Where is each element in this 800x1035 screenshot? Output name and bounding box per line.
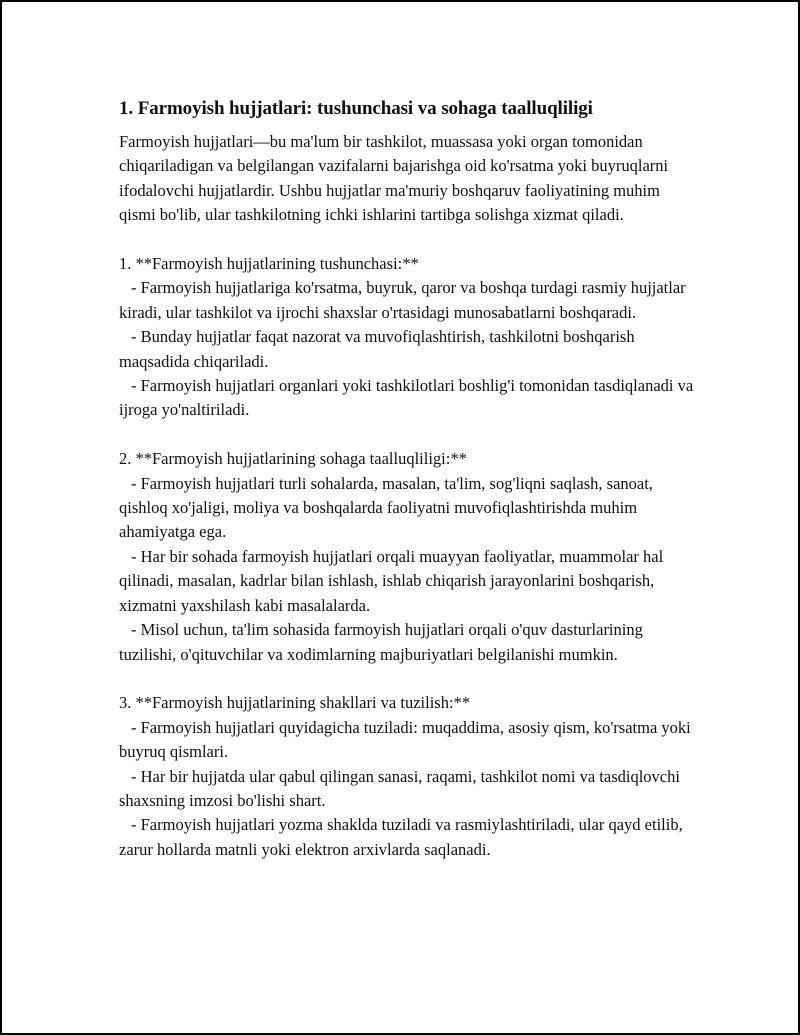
list-item: - Farmoyish hujjatlari quyidagicha tuziladi: muqaddima, asosiy qism, ko'rsatma yoki buyruq qismlari. — [119, 717, 691, 762]
section-heading: 3. **Farmoyish hujjatlarining shakllari va tuzilish:** — [119, 693, 471, 713]
list-item: - Misol uchun, ta'lim sohasida farmoyish hujjatlari orqali o'quv dasturlarining tuzilishi, o'qituvchilar va xodimlarning majburiyatlari belgilanishi mumkin. — [119, 620, 643, 664]
document-title: 1. Farmoyish hujjatlari: tushunchasi va sohaga taalluqliligi — [119, 98, 593, 119]
paragraph-gap — [119, 667, 694, 691]
section-2 — [119, 447, 694, 667]
section-heading: 2. **Farmoyish hujjatlarining sohaga taalluqliligi:** — [119, 449, 467, 469]
list-item: - Har bir sohada farmoyish hujjatlari orqali muayyan faoliyatlar, muammolar hal qilinadi, masalan, kadrlar bilan ishlash, ishlab chiqarish jarayonlarini boshqarish, xizmatni yaxshilash kabi masalalarda. — [119, 546, 664, 615]
list-item: - Bunday hujjatlar faqat nazorat va muvofiqlashtirish, tashkilotni boshqarish maqsadida chiqariladi. — [119, 327, 635, 371]
paragraph-gap — [119, 423, 694, 447]
list-item: - Farmoyish hujjatlari yozma shaklda tuziladi va rasmiylashtiriladi, ular qayd etilib, zarur hollarda matnli yoki elektron arxivlarda saqlanadi. — [119, 815, 683, 859]
list-item: - Har bir hujjatda ular qabul qilingan sanasi, raqami, tashkilot nomi va tasdiqlovchi shaxsning imzosi bo'lishi shart. — [119, 766, 680, 810]
list-item: - Farmoyish hujjatlari organlari yoki tashkilotlari boshlig'i tomonidan tasdiqlanadi va ijroga yo'naltiriladi. — [119, 376, 694, 420]
document-body — [119, 94, 694, 862]
section-3 — [119, 691, 694, 862]
paragraph-gap — [119, 228, 694, 252]
intro-paragraph: Farmoyish hujjatlari—bu ma'lum bir tashkilot, muassasa yoki organ tomonidan chiqariladigan va belgilangan vazifalarni bajarishga oid ko'rsatma yoki buyruqlarni ifodalovchi hujjatlardir. Ushbu hujjatlar ma'muriy boshqaruv faoliyatining muhim qismi bo'lib, ular tashkilotning ichki ishlarini tartibga solishga xizmat qiladi. — [119, 132, 669, 225]
list-item: - Farmoyish hujjatlari turli sohalarda, masalan, ta'lim, sog'liqni saqlash, sanoat, qishloq xo'jaligi, moliya va boshqalarda faoliyatni muvofiqlashtirishda muhim ahamiyatga ega. — [119, 473, 653, 542]
section-1 — [119, 252, 694, 423]
section-heading: 1. **Farmoyish hujjatlarining tushunchasi:** — [119, 254, 419, 274]
list-item: - Farmoyish hujjatlariga ko'rsatma, buyruk, qaror va boshqa turdagi rasmiy hujjatlar kiradi, ular tashkilot va ijrochi shaxslar o'rtasidagi munosabatlarni boshqaradi. — [119, 278, 686, 322]
